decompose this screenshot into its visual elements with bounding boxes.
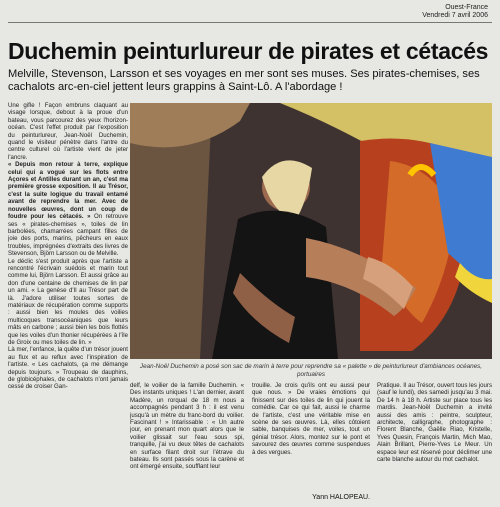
article-column-2: delf, le voilier de la famille Duchemin. « Des instants uniques ! L'an dernier, avant Madère, un rorqual de 18 m nous a accompagnés pendant 3 h : il est venu jusqu'à un mètre du franc-bord du voilier. Fascinant ! » Intarissable : « Un autre jour, en prenant mon quart alors que le voilier glissait sur l'eau sous spi, tranquille, j'ai vu deux têtes de cachalots en surface filant droit sur l'étrave du bateau. Ils sont passés sous la carène et ont émergé ensuite, soufflant leur	[130, 382, 244, 471]
author-signature: Yann HALOPEAU.	[312, 494, 370, 501]
headline: Duchemin peinturlureur de pirates et cétacés	[8, 38, 489, 64]
artist-photo-illustration	[130, 103, 492, 359]
article-column-1	[8, 102, 128, 500]
standfirst: Melville, Stevenson, Larsson et ses voyages en mer sont ses muses. Ses pirates-chemises, ses cachalots arc-en-ciel jettent leurs grappins à Saint-Lô. A l'abordage !	[8, 68, 480, 93]
article-column-4: Pratique. Il au Trésor, ouvert tous les jours (sauf le lundi), des samedi jusqu'au 3 mai. De 14 h à 18 h. Artiste sur place tous les mardis. Jean-Noël Duchemin a invité aussi des amis : peintre, sculpteur, architecte, calligraphe, photographe : Florent Blanche, Gaëlle Riao, Kristelle, Yves Quesin, François Martin, Mich Mao, Alain Brillant, Pierre-Yves Le Meur. Un espace leur est réservé pour déclimer une carte blanche autour du mot cachalot.	[377, 382, 492, 464]
lead-paragraph: Une gifle ! Façon embruns claquant au visage lorsque, debout à la proue d'un bateau, vous parcourez des yeux l'horizon-océan. C'est l'effet produit par l'exposition du peinturlureur, Jean-Noël Duchemin, quand le visiteur pénètre dans l'antre du centre culturel où l'artiste vient de jeter l'ancre.	[8, 102, 128, 161]
photo-caption: Jean-Noël Duchemin a posé son sac de marin à terre pour reprendre sa « palette » de peinturlureur d'ambiances océanes, portuaires	[139, 363, 483, 378]
publication-date: Vendredi 7 avril 2006	[422, 12, 488, 19]
paragraph-pirates: On retrouve ses « pirates-chemises », toiles de lin barbolées, chamarrées campant filles de joie des ports, marins, pêcheurs en eaux troubles, imprégnées d'extraits des livres de Stevenson, Björn Larsson ou de Melville.	[8, 213, 128, 258]
newspaper-header	[422, 4, 488, 20]
artist-photo	[130, 103, 492, 359]
quote-paragraph: « Depuis mon retour à terre, explique celui qui a vogué sur les flots entre Açores et Antilles durant un an, c'est ma première grosse exposition. Il au Trésor, c'est la suite logique du travail entamé avant de reprendre la mer. Avec de nouvelles œuvres, dont un coup de foudre pour les cétacés. »	[8, 161, 128, 221]
newspaper-name: Ouest-France	[445, 4, 488, 11]
header-rule	[8, 22, 492, 23]
paragraph-sea: Là mer, l'enfance, la quête d'un trésor jouent au flux et au reflux avec l'inspiration de l'artiste. « Les cachalots, ça me démange depuis toujours. » Troupeau de dauphins, de globicéphales, de cachalots n'ont jamais cessé de croiser Gan-	[8, 346, 128, 391]
article-column-3: trouille. Je crois qu'ils ont eu aussi peur que nous. » De vraies émotions qui finissent sur des toiles de lin qui jouent la comédie. Car ce qui fait, aussi le charme de l'artiste, c'est une véritable mise en scène de ses œuvres. Là, elles côtoient sable, banquises de mer, voiles, tout un génial trésor. Alors, montez sur le pont et savourez des œuvres comme suspendues à des vergues.	[252, 382, 370, 456]
paragraph-larsson: Le déclic s'est produit après que l'artiste a rencontré l'écrivain suédois et marin tout comme lui, Björn Larsson. Et aussi grâce au don d'une centaine de chemises de lin par un ami. « La genèse d'Il au Trésor part de là. J'adore utiliser toutes sortes de matériaux de récupération comme supports : aussi bien les moules des voilies multicoques transocéaniques que leurs mâts en carbone ; aussi bien les bois flottés que les voiles d'un thonier récupérées à l'île de Groix ou mes toiles de lin. »	[8, 257, 128, 346]
